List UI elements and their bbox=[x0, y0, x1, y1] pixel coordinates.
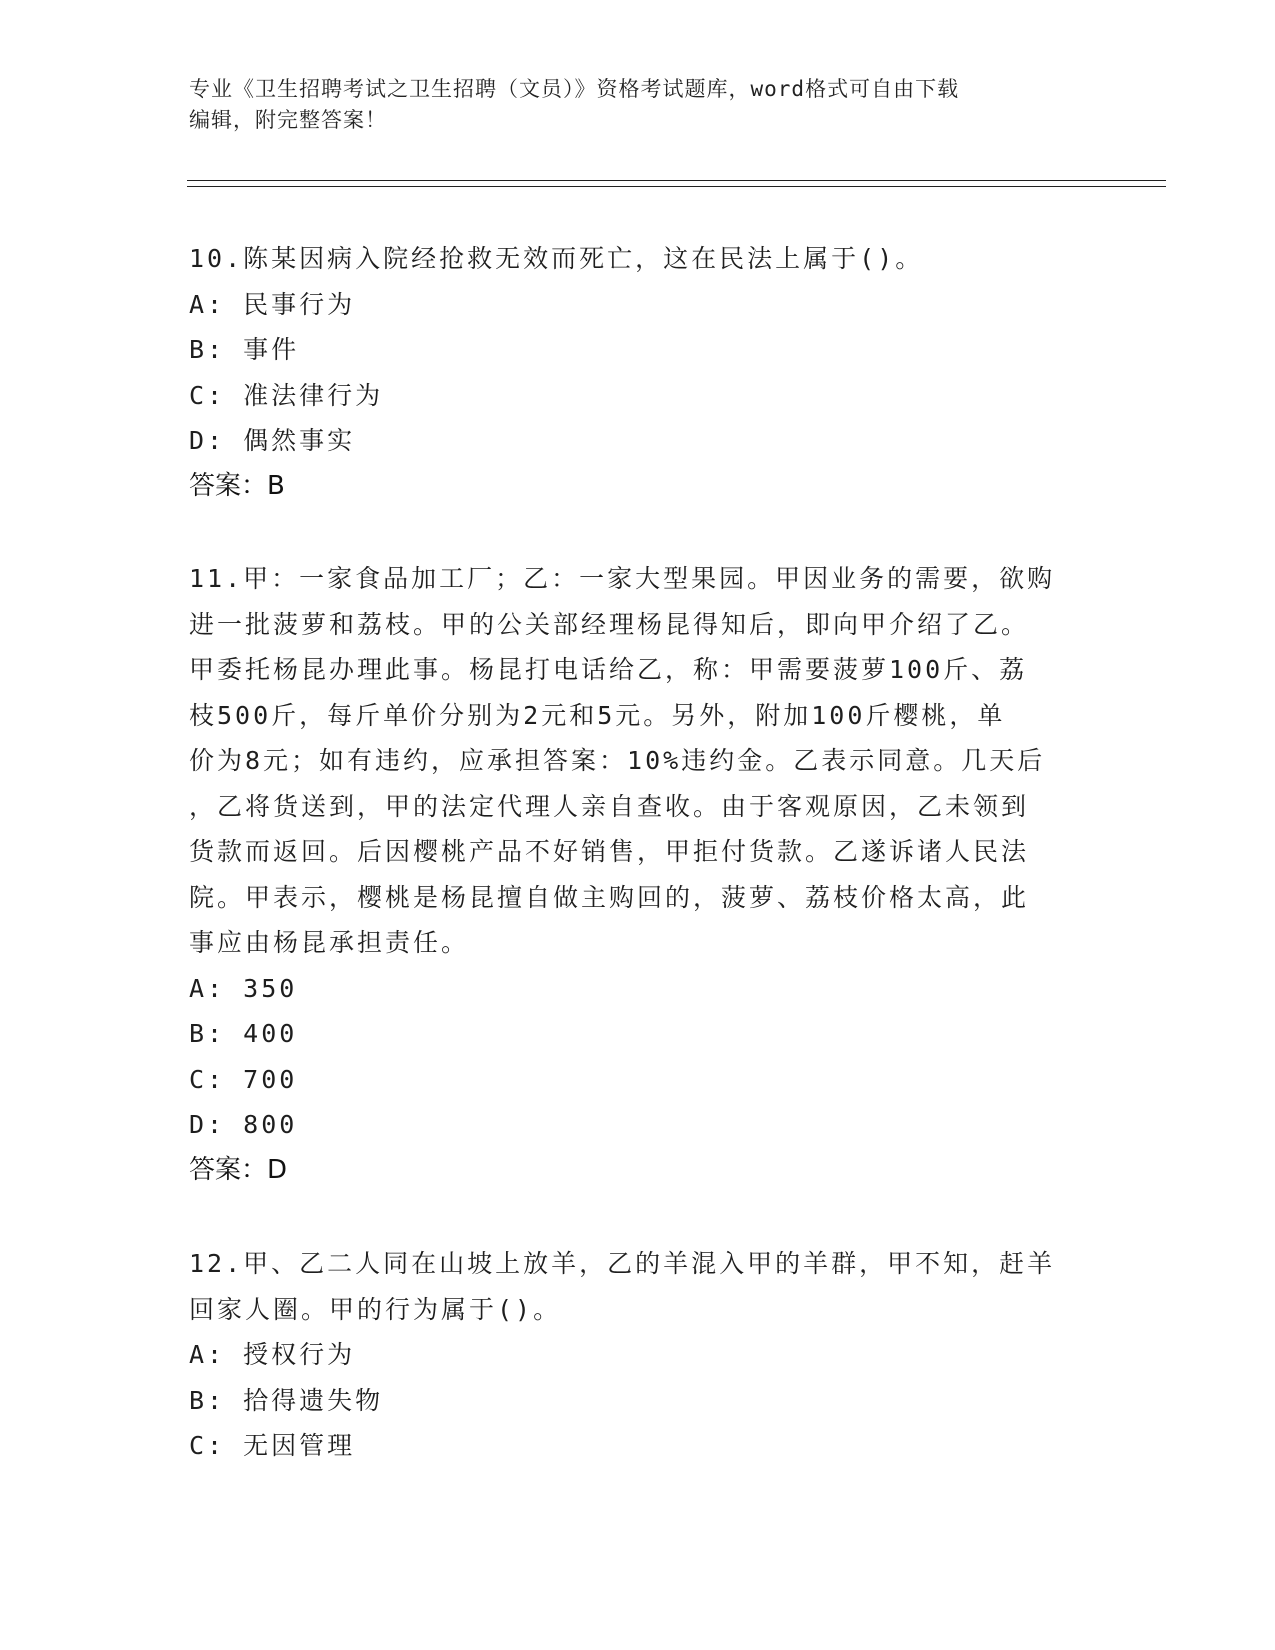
answer-line: 答案：D bbox=[189, 1154, 288, 1185]
option-d: D: 偶然事实 bbox=[189, 426, 356, 455]
option-c: C: 准法律行为 bbox=[189, 380, 384, 410]
question-stem-line: 院。甲表示，樱桃是杨昆擅自做主购回的，菠萝、荔枝价格太高，此 bbox=[189, 882, 1030, 912]
question-stem-line: 价为8元；如有违约，应承担答案：10%违约金。乙表示同意。几天后 bbox=[189, 746, 1046, 775]
question-stem-line: 枝500斤，每斤单价分别为2元和5元。另外，附加100斤樱桃，单 bbox=[189, 700, 1006, 730]
question-stem-line: 进一批菠萝和荔枝。甲的公关部经理杨昆得知后，即向甲介绍了乙。 bbox=[189, 609, 1030, 639]
answer-line: 答案：B bbox=[189, 470, 285, 501]
question-stem-line: 12.甲、乙二人同在山坡上放羊，乙的羊混入甲的羊群，甲不知，赶羊 bbox=[189, 1249, 1056, 1278]
header-divider bbox=[187, 180, 1166, 187]
option-a: A: 民事行为 bbox=[189, 289, 356, 319]
question-stem: 10.陈某因病入院经抢救无效而死亡，这在民法上属于()。 bbox=[189, 244, 924, 273]
option-d: D: 800 bbox=[189, 1110, 298, 1139]
option-a: A: 350 bbox=[189, 973, 298, 1003]
question-12 bbox=[189, 1241, 1079, 1469]
question-stem-line: 11.甲：一家食品加工厂；乙：一家大型果园。甲因业务的需要，欲购 bbox=[189, 564, 1056, 593]
question-11 bbox=[189, 556, 1079, 1193]
question-stem-line: 事应由杨昆承担责任。 bbox=[189, 928, 470, 957]
header-line-1: 专业《卫生招聘考试之卫生招聘（文员）》资格考试题库，word格式可自由下载 bbox=[189, 77, 960, 101]
option-b: B: 拾得遗失物 bbox=[189, 1385, 384, 1415]
option-b: B: 400 bbox=[189, 1019, 298, 1048]
question-10 bbox=[189, 236, 1079, 509]
question-stem-line: 甲委托杨昆办理此事。杨昆打电话给乙，称：甲需要菠萝100斤、荔 bbox=[189, 655, 1028, 684]
question-stem-line: 回家人圈。甲的行为属于()。 bbox=[189, 1294, 562, 1324]
question-stem-line: ，乙将货送到，甲的法定代理人亲自查收。由于客观原因，乙未领到 bbox=[189, 791, 1030, 821]
header-line-2: 编辑，附完整答案！ bbox=[189, 108, 387, 132]
question-stem-line: 货款而返回。后因樱桃产品不好销售，甲拒付货款。乙遂诉诸人民法 bbox=[189, 837, 1030, 866]
option-c: C: 700 bbox=[189, 1064, 298, 1094]
document-header bbox=[189, 74, 1089, 136]
option-b: B: 事件 bbox=[189, 335, 300, 364]
option-c: C: 无因管理 bbox=[189, 1431, 356, 1460]
option-a: A: 授权行为 bbox=[189, 1340, 356, 1369]
